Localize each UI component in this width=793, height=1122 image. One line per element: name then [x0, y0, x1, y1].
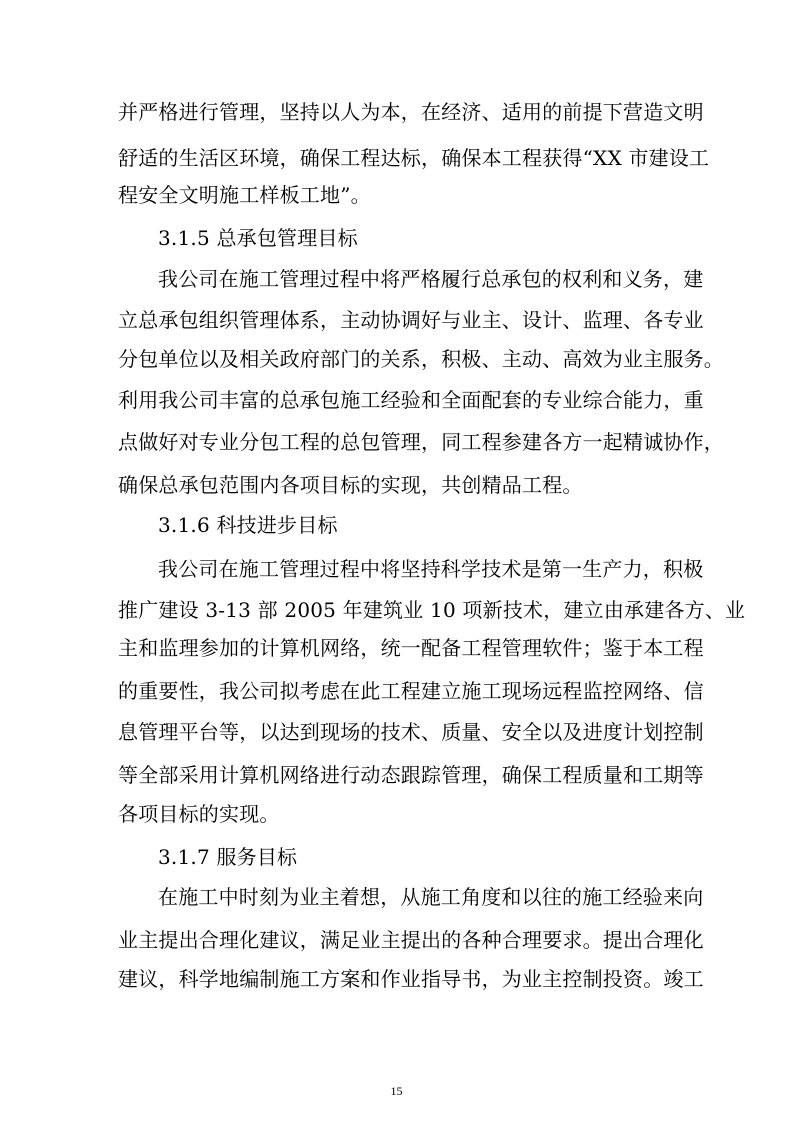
paragraph-line: 息管理平台等，以达到现场的技术、质量、安全以及进度计划控制 — [118, 720, 704, 744]
paragraph-line: 点做好对专业分包工程的总包管理，同工程参建各方一起精诚协作， — [118, 430, 724, 454]
paragraph-line: 我公司在施工管理过程中将坚持科学技术是第一生产力，积极 — [158, 557, 704, 581]
paragraph-line: 利用我公司丰富的总承包施工经验和全面配套的专业综合能力，重 — [118, 388, 704, 412]
paragraph-line: 建议，科学地编制施工方案和作业指导书，为业主控制投资。竣工 — [118, 967, 704, 991]
paragraph-line: 业主提出合理化建议，满足业主提出的各种合理要求。提出合理化 — [118, 928, 704, 952]
paragraph-line: 立总承包组织管理体系，主动协调好与业主、设计、监理、各专业 — [118, 308, 704, 332]
section-heading: 3.1.6 科技进步目标 — [158, 513, 338, 537]
paragraph-line: 的重要性，我公司拟考虑在此工程建立施工现场远程监控网络、信 — [118, 679, 704, 703]
paragraph-line: 舒适的生活区环境，确保工程达标，确保本工程获得“XX 市建设工 — [118, 146, 710, 170]
paragraph-line: 确保总承包范围内各项目标的实现，共创精品工程。 — [118, 473, 583, 497]
paragraph-line: 分包单位以及相关政府部门的关系，积极、主动、高效为业主服务。 — [118, 347, 724, 371]
paragraph-line: 我公司在施工管理过程中将严格履行总承包的权利和义务，建 — [158, 267, 704, 291]
paragraph-line: 并严格进行管理，坚持以人为本，在经济、适用的前提下营造文明 — [118, 100, 704, 124]
paragraph-line: 推广建设 3-13 部 2005 年建筑业 10 项新技术，建立由承建各方、业 — [118, 598, 746, 622]
paragraph-line: 在施工中时刻为业主着想，从施工角度和以往的施工经验来向 — [158, 885, 704, 909]
paragraph-line: 等全部采用计算机网络进行动态跟踪管理，确保工程质量和工期等 — [118, 763, 704, 787]
section-heading: 3.1.7 服务目标 — [158, 845, 298, 869]
page-number: 15 — [390, 1084, 403, 1098]
section-heading: 3.1.5 总承包管理目标 — [158, 226, 358, 250]
paragraph-line: 各项目标的实现。 — [118, 802, 280, 826]
paragraph-line: 程安全文明施工样板工地”。 — [118, 183, 371, 207]
paragraph-line: 主和监理参加的计算机网络，统一配备工程管理软件；鉴于本工程 — [118, 636, 704, 660]
